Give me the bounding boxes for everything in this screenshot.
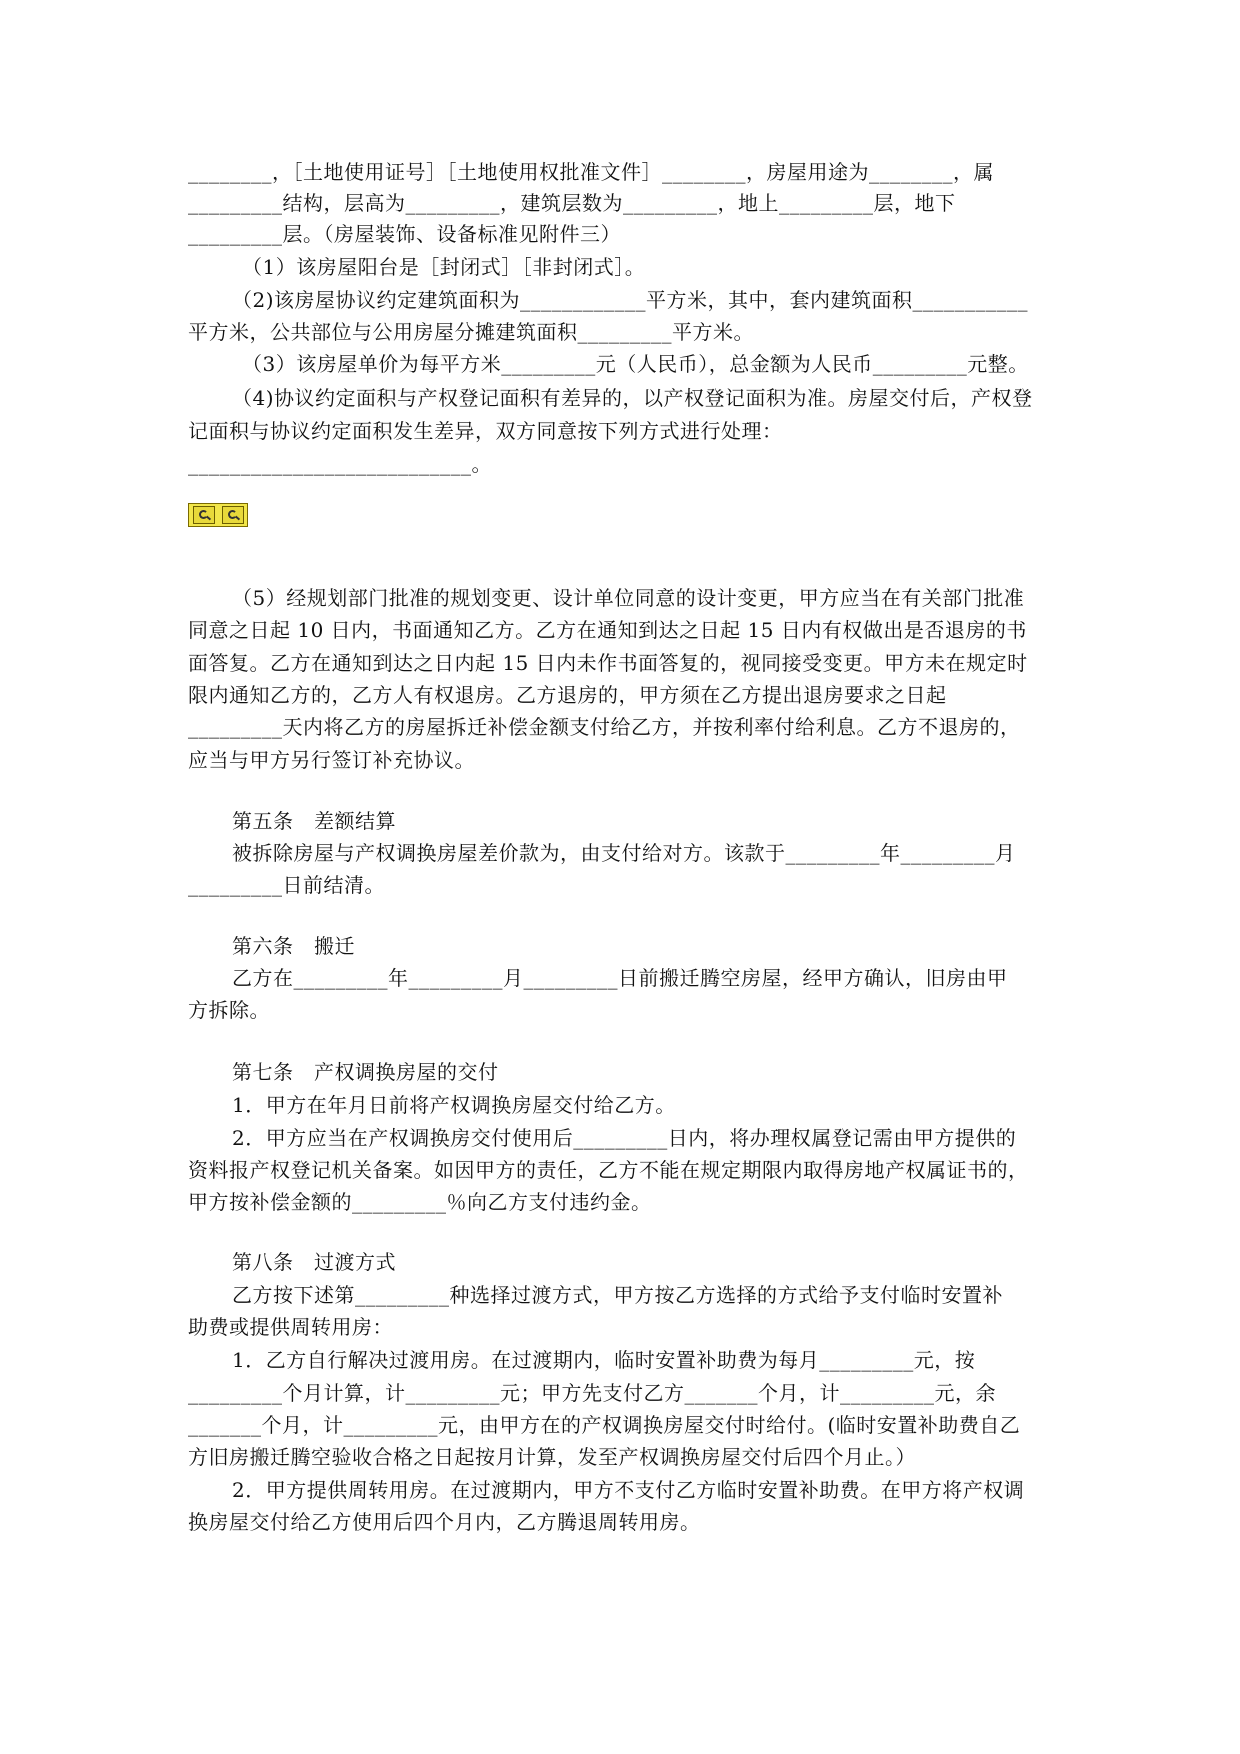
text-line: _________天内将乙方的房屋拆迁补偿金额支付给乙方，并按利率付给利息。乙方不退房的， (188, 715, 1021, 739)
text-line: 1．乙方自行解决过渡用房。在过渡期内，临时安置补助费为每月_________元，按 (232, 1348, 976, 1372)
text-line: 面答复。乙方在通知到达之日内起 15 日内未作书面答复的，视同接受变更。甲方未在规定时 (188, 651, 1028, 675)
text-line: _________日前结清。 (188, 873, 385, 897)
text-line: 2．甲方提供周转用房。在过渡期内，甲方不支付乙方临时安置补助费。在甲方将产权调 (232, 1478, 1025, 1502)
text-line: _______个月，计_________元，由甲方在的产权调换房屋交付时给付。(临时安置补助费自乙 (188, 1413, 1021, 1437)
text-line: 被拆除房屋与产权调换房屋差价款为，由支付给对方。该款于_________年_________月 (232, 841, 1016, 865)
text-line: ___________________________。 (188, 452, 492, 476)
text-line: 应当与甲方另行签订补充协议。 (188, 748, 475, 772)
text-line: _________层。（房屋装饰、设备标准见附件三） (188, 222, 621, 246)
text-line: 助费或提供周转用房： (188, 1315, 393, 1339)
text-line: ________，［土地使用证号］［土地使用权批准文件］________，房屋用途为________，属 (188, 160, 994, 184)
toolbar-icons (188, 503, 248, 527)
item-1: （1）该房屋阳台是［封闭式］［非封闭式］。 (242, 255, 646, 279)
text-line: 2．甲方应当在产权调换房交付使用后_________日内，将办理权属登记需由甲方提供的 (232, 1126, 1017, 1150)
article-title: 第六条 搬迁 (232, 934, 355, 958)
text-line: 1．甲方在年月日前将产权调换房屋交付给乙方。 (232, 1093, 676, 1117)
text-line: 同意之日起 10 日内，书面通知乙方。乙方在通知到达之日起 15 日内有权做出是否退房的书 (188, 618, 1027, 642)
article-title: 第七条 产权调换房屋的交付 (232, 1060, 499, 1084)
item-5: （5）经规划部门批准的规划变更、设计单位同意的设计变更，甲方应当在有关部门批准 (232, 586, 1025, 610)
text-line: 甲方按补偿金额的_________％向乙方支付违约金。 (188, 1190, 652, 1214)
refresh-icon[interactable] (193, 506, 215, 524)
text-line: 换房屋交付给乙方使用后四个月内，乙方腾退周转用房。 (188, 1510, 701, 1534)
text-line: 方旧房搬迁腾空验收合格之日起按月计算，发至产权调换房屋交付后四个月止。） (188, 1445, 916, 1469)
text-line: 方拆除。 (188, 998, 270, 1022)
text-line: 乙方在_________年_________月_________日前搬迁腾空房屋，经甲方确认，旧房由甲 (232, 966, 1008, 990)
text-line: _________结构，层高为_________，建筑层数为_________，地上_________层，地下 (188, 191, 956, 215)
article-title: 第五条 差额结算 (232, 809, 396, 833)
article-title: 第八条 过渡方式 (232, 1250, 396, 1274)
item-4: （4)协议约定面积与产权登记面积有差异的，以产权登记面积为准。房屋交付后，产权登 (232, 386, 1033, 410)
text-line: 平方米，公共部位与公用房屋分摊建筑面积_________平方米。 (188, 320, 754, 344)
text-line: 乙方按下述第_________种选择过渡方式，甲方按乙方选择的方式给予支付临时安置补 (232, 1283, 1003, 1307)
text-line: 记面积与协议约定面积发生差异，双方同意按下列方式进行处理： (188, 419, 783, 443)
text-line: 限内通知乙方的，乙方人有权退房。乙方退房的，甲方须在乙方提出退房要求之日起 (188, 683, 947, 707)
text-line: 资料报产权登记机关备案。如因甲方的责任，乙方不能在规定期限内取得房地产权属证书的， (188, 1158, 1029, 1182)
text-line: _________个月计算，计_________元；甲方先支付乙方_______个月，计_________元，余 (188, 1381, 996, 1405)
refresh-icon[interactable] (222, 506, 244, 524)
item-3: （3）该房屋单价为每平方米_________元（人民币），总金额为人民币_________元整。 (242, 352, 1029, 376)
item-2: （2)该房屋协议约定建筑面积为____________平方米，其中，套内建筑面积___________ (232, 288, 1029, 312)
